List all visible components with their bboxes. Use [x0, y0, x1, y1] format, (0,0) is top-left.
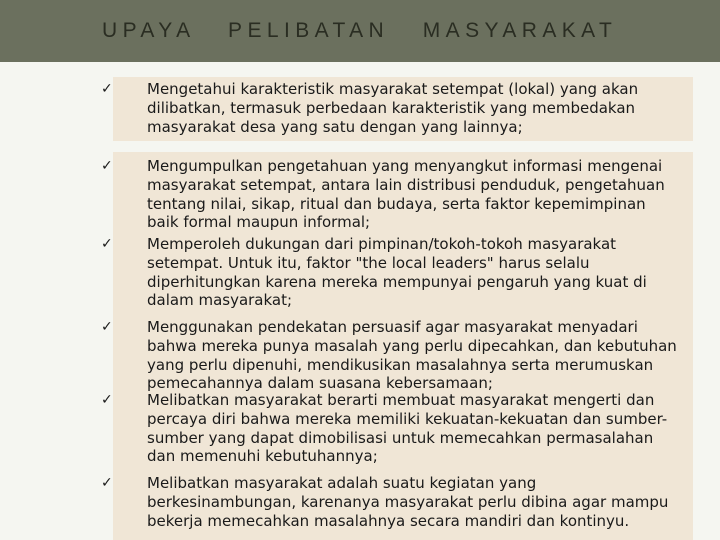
slide-title: UPAYA PELIBATAN MASYARAKAT [102, 19, 618, 42]
checkmark-icon: ✓ [101, 81, 113, 97]
list-item [101, 391, 683, 466]
list-item-text: Melibatkan masyarakat berarti membuat masyarakat mengerti dan percaya diri bahwa mereka memiliki kekuatan-kekuatan dan sumber- sumber yang dapat dimobilisasi untuk memecahkan permasalahan dan memenuhi kebutuhannya; [147, 391, 668, 466]
checkmark-icon: ✓ [101, 392, 113, 408]
list-item [101, 235, 683, 310]
checkmark-icon: ✓ [101, 158, 113, 174]
checkmark-icon: ✓ [101, 236, 113, 252]
list-item [101, 157, 683, 232]
list-item [101, 474, 683, 530]
list-item [101, 318, 683, 393]
list-item-text: Mengetahui karakteristik masyarakat setempat (lokal) yang akan dilibatkan, termasuk perbedaan karakteristik yang membedakan masyarakat desa yang satu dengan yang lainnya; [147, 80, 639, 136]
list-item-text: Melibatkan masyarakat adalah suatu kegiatan yang berkesinambungan, karenanya masyarakat perlu dibina agar mampu bekerja memecahkan masalahnya secara mandiri dan kontinyu. [147, 474, 669, 530]
list-item-text: Menggunakan pendekatan persuasif agar masyarakat menyadari bahwa mereka punya masalah yang perlu dipecahkan, dan kebutuhan yang perlu dipenuhi, mendikusikan masalahnya serta merumuskan pemecahannya dalam suasana kebersamaan; [147, 318, 677, 393]
checkmark-icon: ✓ [101, 319, 113, 335]
list-item-text: Mengumpulkan pengetahuan yang menyangkut informasi mengenai masyarakat setempat, antara lain distribusi penduduk, pengetahuan tentang nilai, sikap, ritual dan budaya, serta faktor kepemimpinan baik formal maupun informal; [147, 157, 665, 232]
list-item [101, 80, 683, 136]
list-item-text: Memperoleh dukungan dari pimpinan/tokoh-tokoh masyarakat setempat. Untuk itu, faktor "the local leaders" harus selalu diperhitungkan karena mereka mempunyai pengaruh yang kuat di dalam masyarakat; [147, 235, 647, 310]
checkmark-icon: ✓ [101, 475, 113, 491]
title-bar [0, 0, 720, 62]
